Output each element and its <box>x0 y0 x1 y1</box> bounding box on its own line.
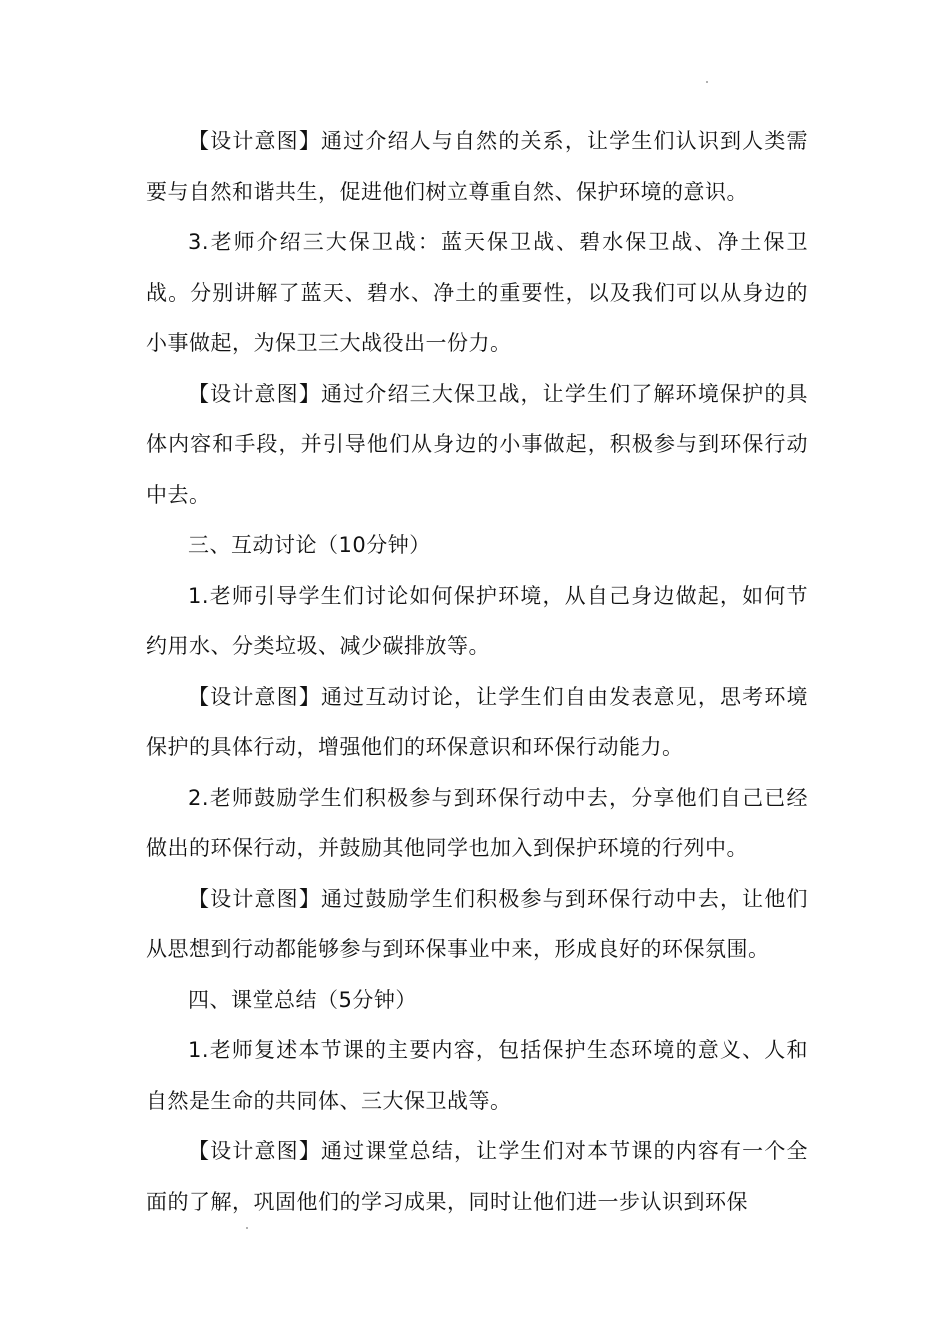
paragraph-design-intent-battles: 【设计意图】通过介绍三大保卫战，让学生们了解环境保护的具体内容和手段，并引导他们从身边的小事做起，积极参与到环保行动中去。 <box>146 381 808 507</box>
scan-mark <box>246 1227 248 1229</box>
section-heading-interactive-discussion: 三、互动讨论（10分钟） <box>188 533 431 557</box>
paragraph-design-intent-discussion: 【设计意图】通过互动讨论，让学生们自由发表意见，思考环境保护的具体行动，增强他们的环保意识和环保行动能力。 <box>146 684 808 759</box>
paragraph-summary-item-1: 1.老师复述本节课的主要内容，包括保护生态环境的意义、人和自然是生命的共同体、三大保卫战等。 <box>146 1038 808 1113</box>
paragraph-design-intent-summary: 【设计意图】通过课堂总结，让学生们对本节课的内容有一个全面的了解，巩固他们的学习成果，同时让他们进一步认识到环保 <box>146 1139 808 1214</box>
section-heading-class-summary: 四、课堂总结（5分钟） <box>188 987 417 1012</box>
paragraph-design-intent-encourage: 【设计意图】通过鼓励学生们积极参与到环保行动中去，让他们从思想到行动都能够参与到环保事业中来，形成良好的环保氛围。 <box>146 886 808 961</box>
paragraph-design-intent-nature: 【设计意图】通过介绍人与自然的关系，让学生们认识到人类需要与自然和谐共生，促进他们树立尊重自然、保护环境的意识。 <box>146 129 808 204</box>
document-body <box>146 116 808 1227</box>
paragraph-discussion-item-2: 2.老师鼓励学生们积极参与到环保行动中去，分享他们自己已经做出的环保行动，并鼓励其他同学也加入到保护环境的行列中。 <box>146 785 808 860</box>
paragraph-three-battles: 3.老师介绍三大保卫战：蓝天保卫战、碧水保卫战、净土保卫战。分别讲解了蓝天、碧水、净土的重要性，以及我们可以从身边的小事做起，为保卫三大战役出一份力。 <box>146 230 808 355</box>
scan-mark <box>706 81 708 83</box>
paragraph-discussion-item-1: 1.老师引导学生们讨论如何保护环境，从自己身边做起，如何节约用水、分类垃圾、减少碳排放等。 <box>146 583 808 658</box>
